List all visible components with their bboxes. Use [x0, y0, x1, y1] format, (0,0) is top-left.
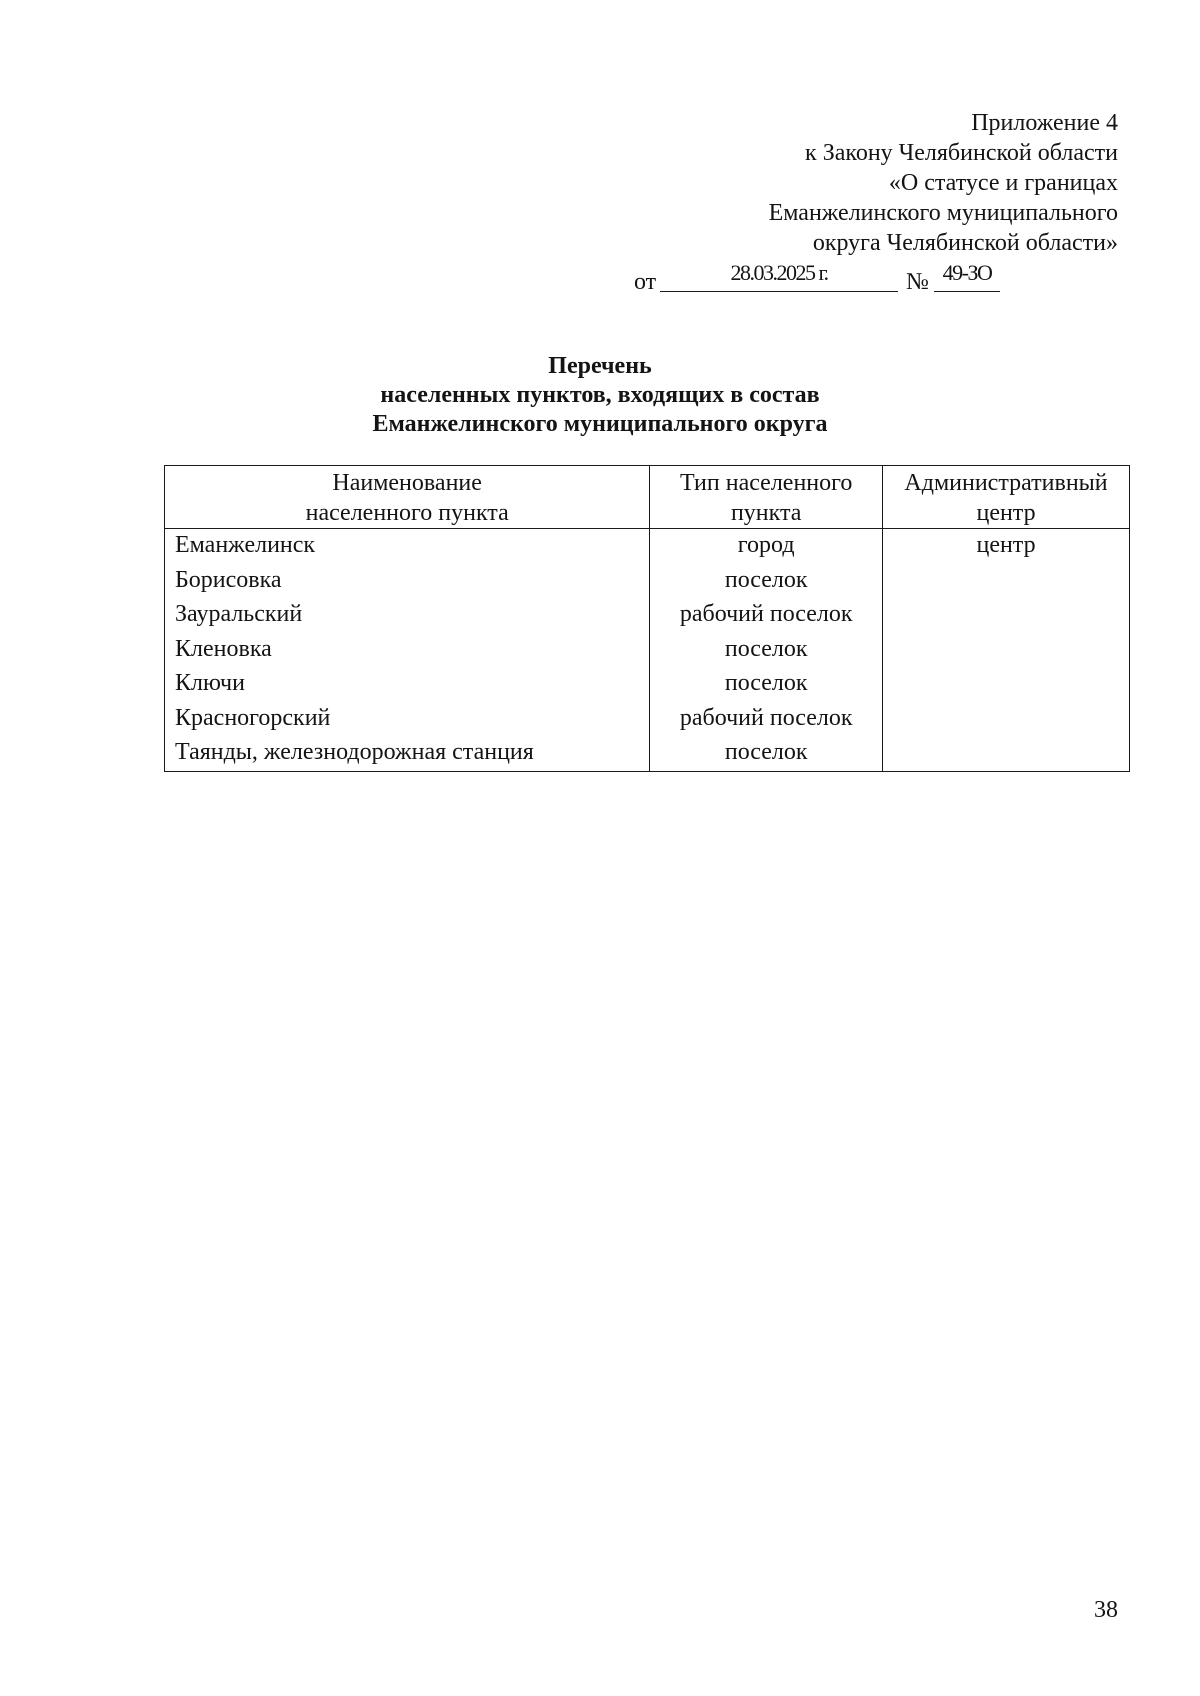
table-row — [165, 633, 1130, 668]
cell-center — [883, 702, 1130, 737]
annex-reference — [598, 254, 1118, 294]
table-row — [165, 529, 1130, 564]
annex-line: Еманжелинского муниципального — [768, 200, 1118, 226]
title-line: Перечень — [548, 353, 652, 379]
table-header-row — [165, 466, 1130, 529]
cell-name: Таянды, железнодорожная станция — [165, 736, 650, 771]
date-field — [660, 260, 898, 292]
table-row — [165, 598, 1130, 633]
cell-name: Кленовка — [165, 633, 650, 668]
number-label: № — [906, 269, 929, 295]
settlements-table — [164, 465, 1130, 772]
date-value: 28.03.2025 г. — [730, 260, 828, 285]
cell-type: поселок — [650, 633, 883, 668]
annex-line: к Закону Челябинской области — [805, 140, 1118, 166]
header-type: Тип населенного пункта — [650, 466, 883, 529]
annex-line: Приложение 4 — [971, 110, 1118, 136]
header-name: Наименование населенного пункта — [165, 466, 650, 529]
cell-name: Ключи — [165, 667, 650, 702]
cell-name: Красногорский — [165, 702, 650, 737]
cell-name: Зауральский — [165, 598, 650, 633]
cell-type: рабочий поселок — [650, 702, 883, 737]
cell-center — [883, 564, 1130, 599]
annex-header — [598, 108, 1118, 294]
document-title — [0, 352, 1200, 439]
table-row — [165, 736, 1130, 771]
cell-name: Борисовка — [165, 564, 650, 599]
cell-type: поселок — [650, 564, 883, 599]
cell-center: центр — [883, 529, 1130, 564]
header-center: Административный центр — [883, 466, 1130, 529]
cell-center — [883, 598, 1130, 633]
annex-line: «О статусе и границах — [888, 170, 1118, 196]
cell-type: поселок — [650, 667, 883, 702]
cell-type: рабочий поселок — [650, 598, 883, 633]
annex-line: округа Челябинской области» — [812, 230, 1118, 256]
number-field — [934, 260, 1000, 292]
title-line: Еманжелинского муниципального округа — [372, 411, 828, 437]
date-label: от — [634, 269, 657, 295]
cell-name: Еманжелинск — [165, 529, 650, 564]
cell-type: город — [650, 529, 883, 564]
title-line: населенных пунктов, входящих в состав — [380, 382, 820, 408]
table-row — [165, 702, 1130, 737]
cell-center — [883, 736, 1130, 771]
table-row — [165, 667, 1130, 702]
cell-center — [883, 633, 1130, 668]
cell-center — [883, 667, 1130, 702]
number-value: 49-ЗО — [942, 260, 992, 285]
table-row — [165, 564, 1130, 599]
cell-type: поселок — [650, 736, 883, 771]
page-number: 38 — [1094, 1597, 1118, 1623]
